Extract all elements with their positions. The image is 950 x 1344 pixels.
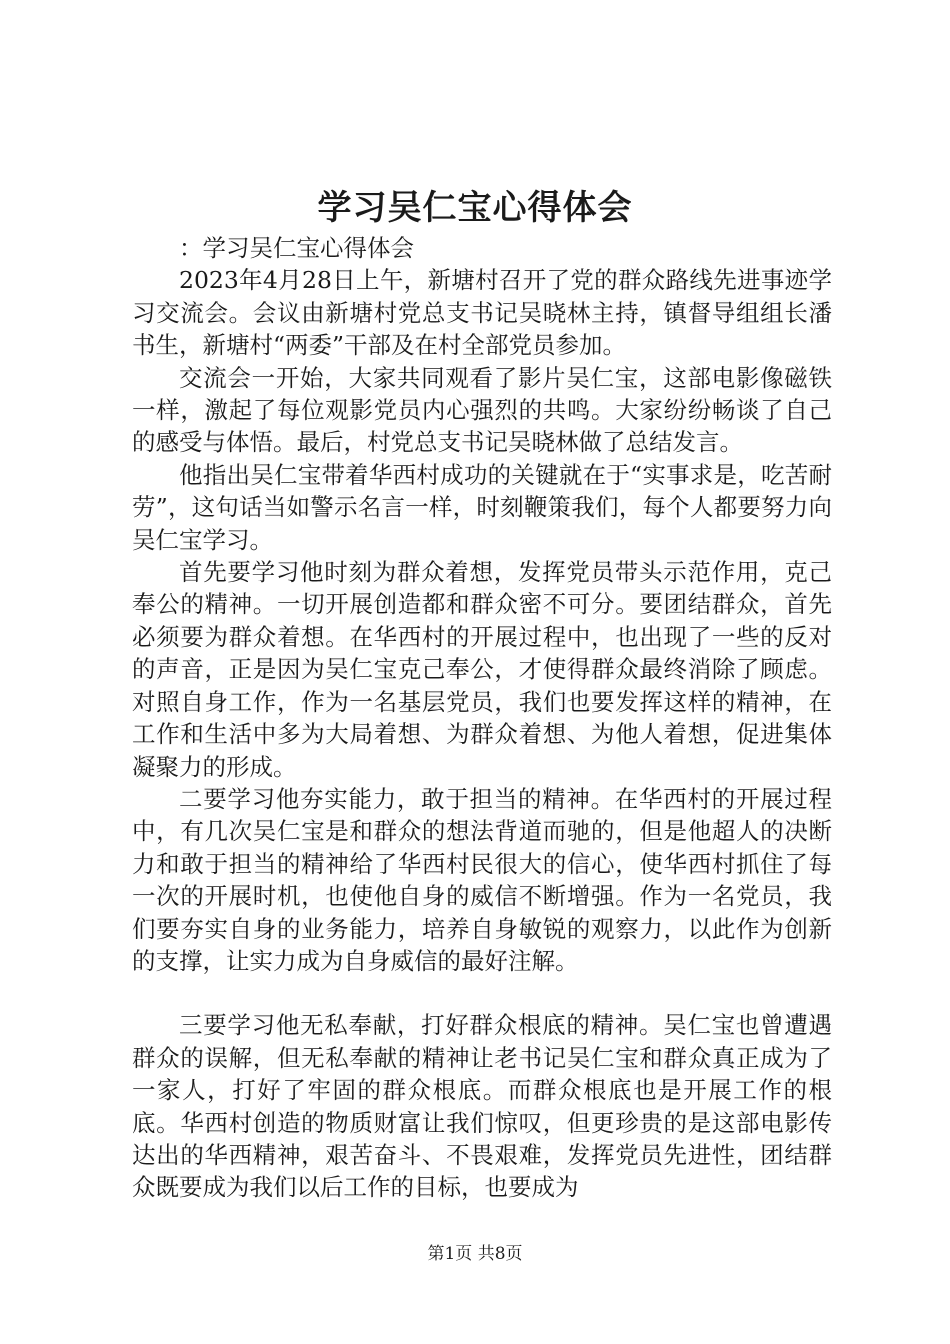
paragraph-subtitle: ：学习吴仁宝心得体会 (179, 234, 414, 262)
paragraph-first-lesson: 首先要学习他时刻为群众着想，发挥党员带头示范作用，克己奉公的精神。一切开展创造都和群众密不可分。要团结群众，首先必须要为群众着想。在华西村的开展过程中，也出现了一些的反对的声音，正是因为吴仁宝克己奉公，才使得群众最终消除了顾虑。对照自身工作，作为一名基层党员，我们也要发挥这样的精神，在工作和生活中多为大局着想、为群众着想、为他人着想，促进集体凝聚力的形成。 (132, 558, 832, 781)
paragraph-key-point: 他指出吴仁宝带着华西村成功的关键就在于“实事求是，吃苦耐劳”，这句话当如警示名言一样，时刻鞭策我们，每个人都要努力向吴仁宝学习。 (132, 460, 832, 554)
paragraph-film: 交流会一开始，大家共同观看了影片吴仁宝，这部电影像磁铁一样，激起了每位观影党员内心强烈的共鸣。大家纷纷畅谈了自己的感受与体悟。最后，村党总支书记吴晓林做了总结发言。 (132, 363, 832, 457)
paragraph-second-lesson: 二要学习他夯实能力，敢于担当的精神。在华西村的开展过程中，有几次吴仁宝是和群众的想法背道而驰的，但是他超人的决断力和敢于担当的精神给了华西村民很大的信心，使华西村抓住了每一次的开展时机，也使他自身的威信不断增强。作为一名党员，我们要夯实自身的业务能力，培养自身敏锐的观察力，以此作为创新的支撑，让实力成为自身威信的最好注解。 (132, 784, 832, 975)
page-footer: 第1页 共8页 (427, 1244, 523, 1264)
paragraph-third-lesson: 三要学习他无私奉献，打好群众根底的精神。吴仁宝也曾遭遇群众的误解，但无私奉献的精神让老书记吴仁宝和群众真正成为了一家人，打好了牢固的群众根底。而群众根底也是开展工作的根底。华西村创造的物质财富让我们惊叹，但更珍贵的是这部电影传达出的华西精神，艰苦奋斗、不畏艰难，发挥党员先进性，团结群众既要成为我们以后工作的目标，也要成为 (132, 1011, 832, 1202)
paragraph-meeting: 2023年4月28日上午，新塘村召开了党的群众路线先进事迹学习交流会。会议由新塘村党总支书记吴晓林主持，镇督导组组长潘书生，新塘村“两委”干部及在村全部党员参加。 (132, 266, 832, 360)
document-body (132, 232, 832, 1204)
document-title: 学习吴仁宝心得体会 (317, 188, 633, 228)
